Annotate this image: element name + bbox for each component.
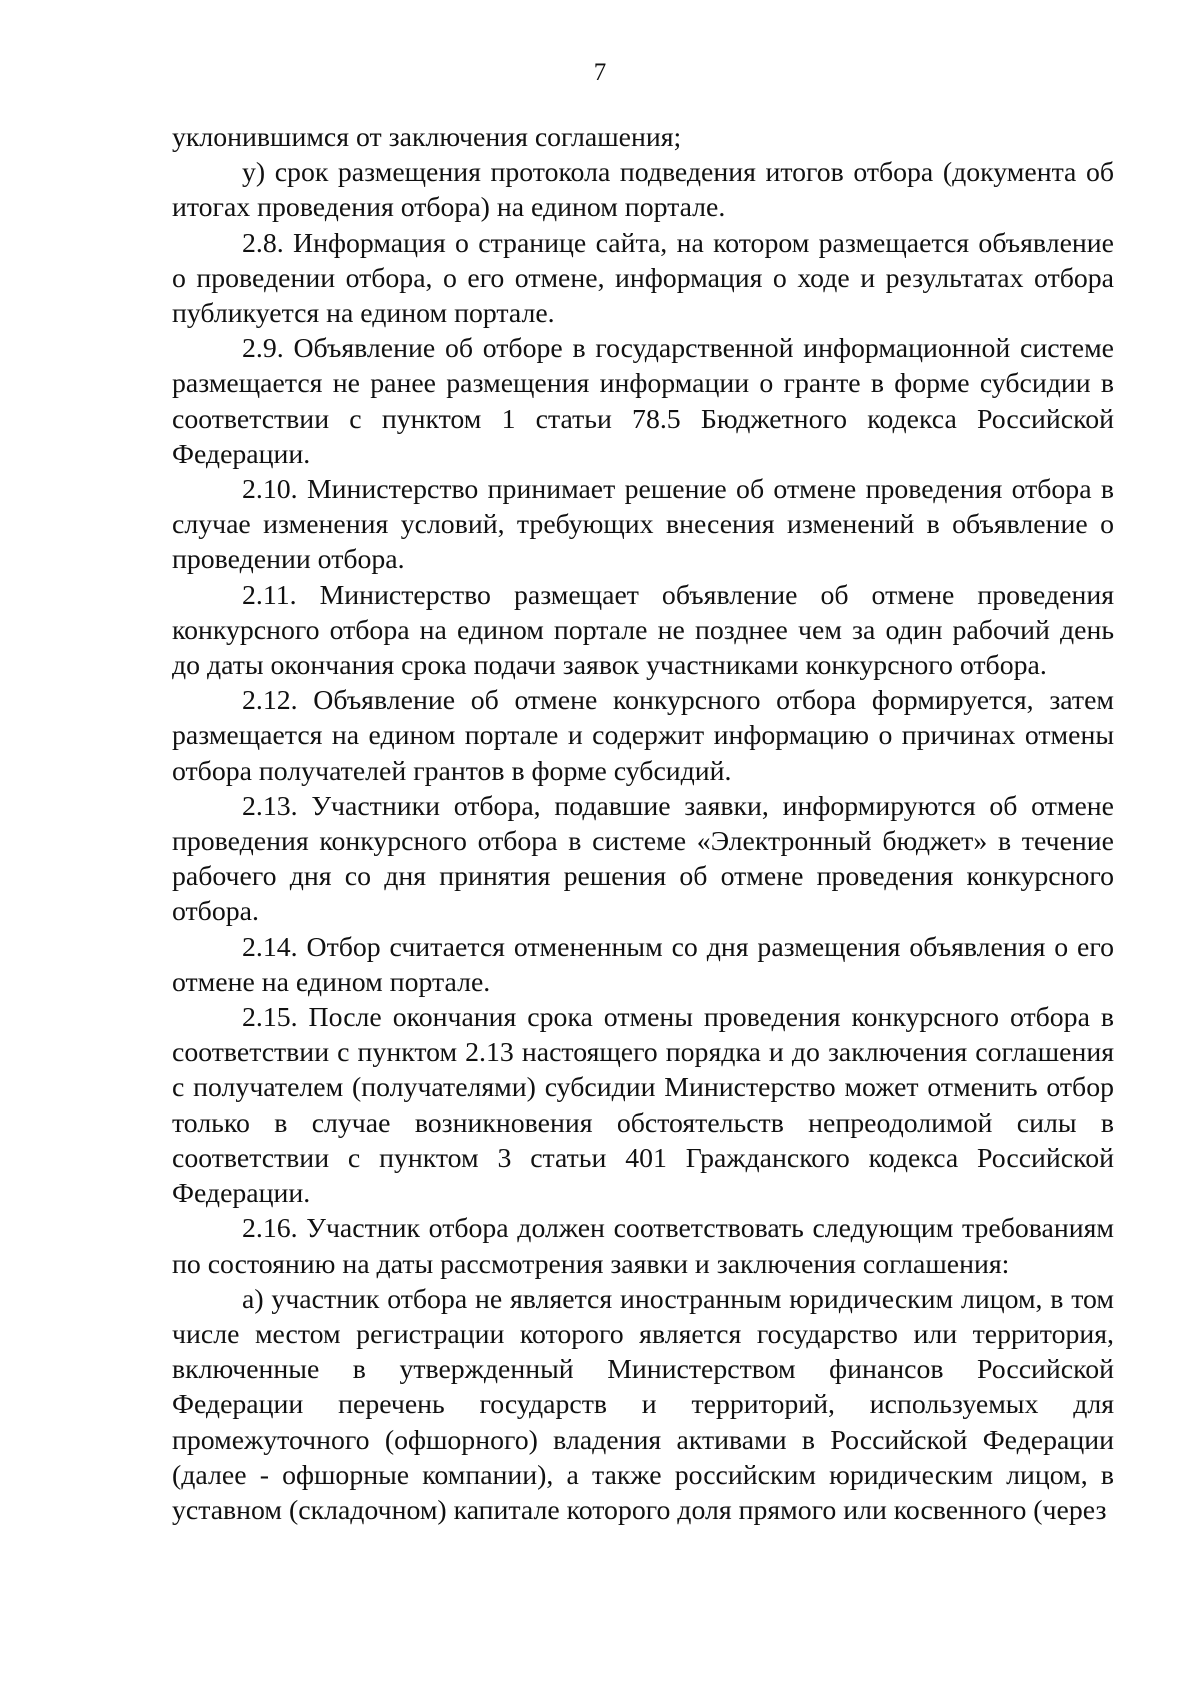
paragraph-2-13: 2.13. Участники отбора, подавшие заявки, информируются об отмене проведения конкурсного отбора в системе «Электронный бюджет» в течение рабочего дня со дня принятия решения об отмене проведения конкурсного отбора. <box>172 790 1114 928</box>
paragraph-2-12: 2.12. Объявление об отмене конкурсного отбора формируется, затем размещается на едином портале и содержит информацию о причинах отмены отбора получателей грантов в форме субсидий. <box>172 685 1114 787</box>
paragraph-2-8: 2.8. Информация о странице сайта, на котором размещается объявление о проведении отбора, о его отмене, информация о ходе и результатах отбора публикуется на едином портале. <box>172 227 1114 330</box>
paragraph-2-15: 2.15. После окончания срока отмены проведения конкурсного отбора в соответствии с пунктом 2.13 настоящего порядка и до заключения соглашения с получателем (получателями) субсидии Министерство может отменить отбор только в случае возникновения обстоятельств непреодолимой силы в соответствии с пунктом 3 статьи 401 Гражданского кодекса Российской Федерации. <box>172 1002 1114 1210</box>
paragraph-item-u: у) срок размещения протокола подведения итогов отбора (документа об итогах проведения отбора) на едином портале. <box>172 157 1114 224</box>
paragraph-2-9: 2.9. Объявление об отборе в государственной информационной системе размещается не ранее размещения информации о гранте в форме субсидии в соответствии с пунктом 1 статьи 78.5 Бюджетного кодекса Российской Федерации. <box>172 333 1114 470</box>
paragraph-2-11: 2.11. Министерство размещает объявление об отмене проведения конкурсного отбора на едином портале не позднее чем за один рабочий день до даты окончания срока подачи заявок участниками конкурсного отбора. <box>172 579 1114 682</box>
paragraph-item-a: а) участник отбора не является иностранным юридическим лицом, в том числе местом регистрации которого является государство или территория, включенные в утвержденный Министерством финансов Российской Федерации перечень государств и территорий, используемых для промежуточного (офшорного) владения активами в Российской Федерации (далее - офшорные компании), а также российским юридическим лицом, в уставном (складочном) капитале которого доля прямого или косвенного (через <box>172 1283 1114 1526</box>
page-number: 7 <box>593 59 607 86</box>
paragraph-2-16: 2.16. Участник отбора должен соответствовать следующим требованиям по состоянию на даты рассмотрения заявки и заключения соглашения: <box>172 1213 1114 1280</box>
paragraph-2-10: 2.10. Министерство принимает решение об отмене проведения отбора в случае изменения условий, требующих внесения изменений в объявление о проведении отбора. <box>172 474 1114 576</box>
paragraph-2-14: 2.14. Отбор считается отмененным со дня размещения объявления о его отмене на едином портале. <box>172 931 1114 998</box>
document-body <box>172 120 1114 1528</box>
paragraph-continuation: уклонившимся от заключения соглашения; <box>172 122 682 153</box>
